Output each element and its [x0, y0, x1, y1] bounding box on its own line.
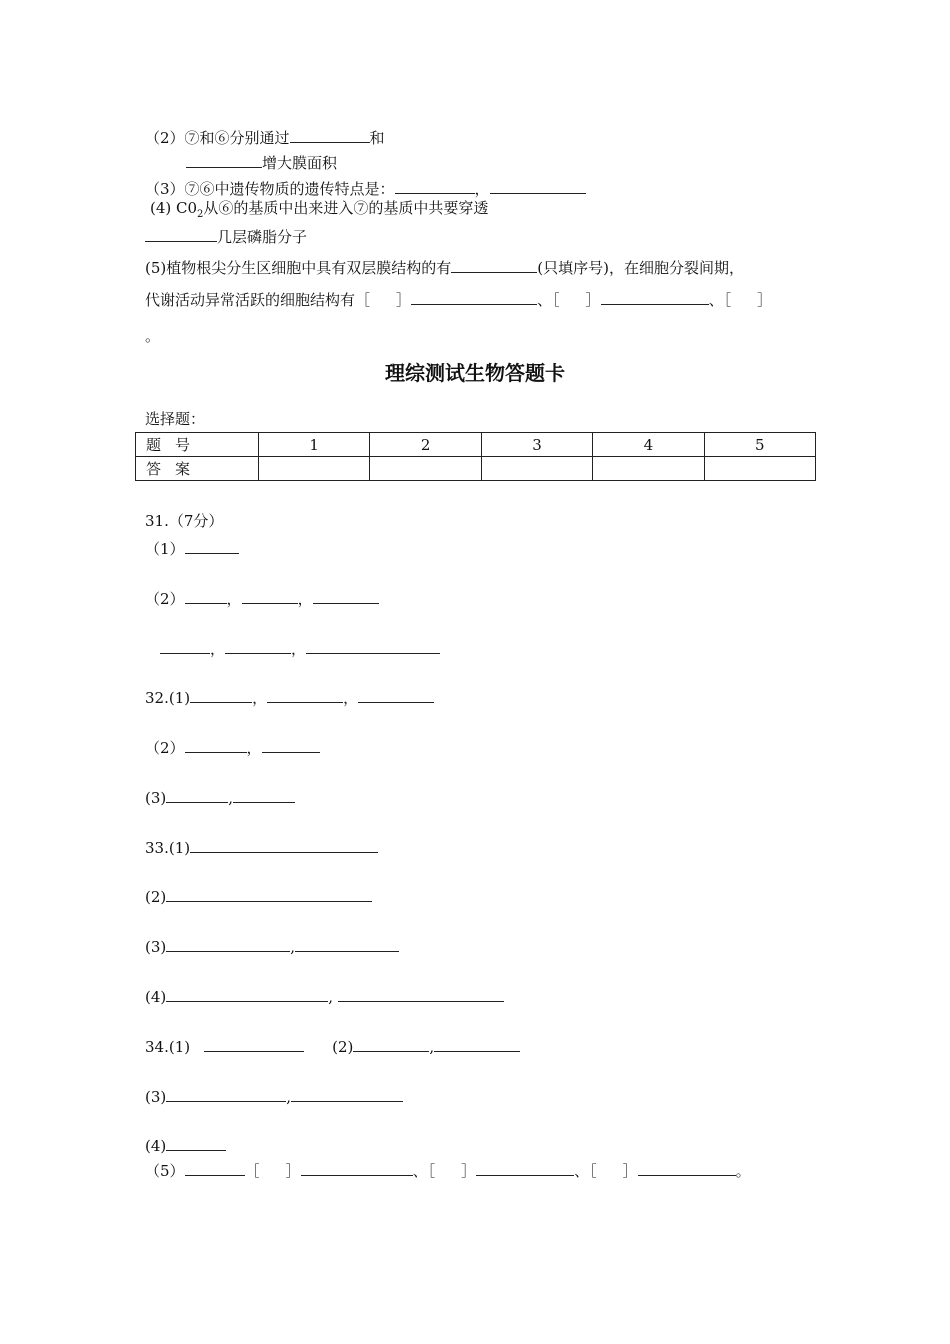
q5-text-3: 代谢活动异常活跃的细胞结构有［: [145, 291, 371, 309]
answer-blank[interactable]: [190, 836, 378, 853]
bracket: ］: [285, 1162, 301, 1180]
q2-and: 和: [369, 129, 385, 147]
separator: 、［: [574, 1162, 597, 1180]
table-cell: 2: [370, 433, 481, 457]
label: (2): [145, 888, 167, 906]
answer-cell[interactable]: [259, 457, 370, 481]
answer-table: [135, 432, 816, 481]
comma: ，: [474, 180, 490, 198]
q31-2: [145, 587, 379, 609]
comma: ，: [343, 689, 359, 707]
q31-2b: [160, 637, 440, 659]
answer-blank[interactable]: [353, 1035, 429, 1052]
comma: ,: [429, 1038, 435, 1056]
answer-blank[interactable]: [601, 288, 709, 305]
answer-blank[interactable]: [185, 537, 239, 554]
comma: ，: [246, 739, 262, 757]
answer-blank[interactable]: [290, 126, 370, 143]
answer-cell[interactable]: [704, 457, 815, 481]
comma: ，: [291, 640, 307, 658]
answer-blank[interactable]: [186, 151, 262, 168]
answer-blank[interactable]: [358, 686, 434, 703]
q32-1: [145, 686, 434, 708]
answer-blank[interactable]: [451, 256, 537, 273]
label: (4): [145, 1137, 167, 1155]
answer-blank[interactable]: [490, 177, 586, 194]
bracket: ］: [461, 1162, 477, 1180]
q33-2: [145, 885, 372, 907]
row-header-answer: 答案: [136, 457, 259, 481]
q4-text-2: 从⑥的基质中出来进入⑦的基质中共要穿透: [203, 199, 489, 217]
label: (4): [145, 988, 167, 1006]
answer-blank[interactable]: [313, 587, 379, 604]
answer-blank[interactable]: [166, 1085, 286, 1102]
q5-line-2: [145, 288, 772, 310]
answer-blank[interactable]: [267, 686, 343, 703]
answer-blank[interactable]: [145, 225, 217, 242]
q5-period: 。: [145, 327, 161, 345]
q3-line: [145, 177, 586, 199]
comma: ,: [290, 938, 296, 956]
answer-blank[interactable]: [291, 1085, 403, 1102]
answer-blank[interactable]: [185, 736, 247, 753]
label: （5）: [145, 1162, 185, 1180]
answer-blank[interactable]: [166, 985, 328, 1002]
label: (3): [145, 789, 167, 807]
label: （1）: [145, 540, 185, 558]
answer-blank[interactable]: [233, 786, 295, 803]
comma: ，: [210, 640, 226, 658]
q4-text: (4) C0: [150, 199, 198, 217]
q32-2: [145, 736, 320, 758]
label: （2）: [145, 590, 185, 608]
q34-3: [145, 1085, 403, 1107]
answer-blank[interactable]: [160, 637, 210, 654]
answer-blank[interactable]: [166, 885, 372, 902]
table-row: [136, 457, 816, 481]
q32-3: [145, 786, 295, 808]
answer-blank[interactable]: [185, 1159, 245, 1176]
bracket: ］: [622, 1162, 638, 1180]
q33-4: [145, 985, 504, 1007]
q31-1: [145, 537, 239, 559]
answer-blank[interactable]: [262, 736, 320, 753]
table-cell: 5: [704, 433, 815, 457]
comma: ,: [286, 1088, 292, 1106]
answer-blank[interactable]: [338, 985, 504, 1002]
bracket: ［: [244, 1162, 260, 1180]
q34-5: [145, 1159, 751, 1181]
page-title: 理综测试生物答题卡: [385, 361, 565, 385]
table-cell: 3: [481, 433, 592, 457]
q4-line-1: [150, 198, 488, 225]
answer-blank[interactable]: [638, 1159, 736, 1176]
answer-blank[interactable]: [204, 1035, 304, 1052]
q2-tail: 增大膜面积: [262, 154, 338, 172]
bracket: ］: [757, 291, 773, 309]
q2-line-1: [145, 126, 385, 148]
label: (2): [332, 1038, 354, 1056]
answer-blank[interactable]: [434, 1035, 520, 1052]
label: （2）: [145, 739, 185, 757]
comma: ，: [226, 590, 242, 608]
table-cell: 4: [593, 433, 704, 457]
answer-blank[interactable]: [166, 935, 290, 952]
answer-blank[interactable]: [190, 686, 252, 703]
label: 33.(1): [145, 839, 191, 857]
separator: 、［: [708, 291, 732, 309]
q33-3: [145, 935, 399, 957]
q2-line-2: [186, 151, 337, 173]
label: 34.(1): [145, 1038, 191, 1056]
q2-text: （2）⑦和⑥分别通过: [145, 129, 290, 147]
answer-blank[interactable]: [166, 1134, 226, 1151]
answer-blank[interactable]: [301, 1159, 413, 1176]
q34-1: [145, 1035, 520, 1057]
label: (3): [145, 938, 167, 956]
subscript: 2: [197, 209, 204, 220]
q4-line-2: [145, 225, 307, 247]
separator: 、［: [412, 1162, 436, 1180]
comma: ，: [252, 689, 268, 707]
answer-blank[interactable]: [166, 786, 228, 803]
table-row: [136, 433, 816, 457]
answer-cell[interactable]: [593, 457, 704, 481]
separator: 、［: [537, 291, 560, 309]
q31-header: 31.（7分）: [145, 512, 224, 530]
comma: ，: [297, 590, 313, 608]
answer-blank[interactable]: [306, 637, 440, 654]
choice-label: 选择题：: [145, 410, 206, 428]
answer-blank[interactable]: [225, 637, 291, 654]
label: (3): [145, 1088, 167, 1106]
q3-text: （3）⑦⑥中遗传物质的遗传特点是：: [145, 180, 395, 198]
q5-line-1: [145, 256, 744, 278]
q5-text-2: (只填序号)，在细胞分裂间期，: [537, 259, 744, 277]
answer-blank[interactable]: [295, 935, 399, 952]
q5-text: (5)植物根尖分生区细胞中具有双层膜结构的有: [145, 259, 452, 277]
bracket: ］: [396, 291, 412, 309]
answer-cell[interactable]: [481, 457, 592, 481]
q33-1: [145, 836, 378, 858]
q4-tail: 几层磷脂分子: [217, 228, 308, 246]
label: 32.(1): [145, 689, 191, 707]
comma: ,: [328, 988, 334, 1006]
answer-blank[interactable]: [476, 1159, 574, 1176]
q34-4: [145, 1134, 226, 1156]
comma: ,: [228, 789, 234, 807]
answer-blank[interactable]: [242, 587, 298, 604]
answer-cell[interactable]: [370, 457, 481, 481]
period: 。: [735, 1162, 751, 1180]
row-header-number: 题号: [136, 433, 259, 457]
bracket: ］: [585, 291, 601, 309]
answer-blank[interactable]: [185, 587, 227, 604]
answer-blank[interactable]: [395, 177, 475, 194]
table-cell: 1: [259, 433, 370, 457]
answer-blank[interactable]: [411, 288, 537, 305]
